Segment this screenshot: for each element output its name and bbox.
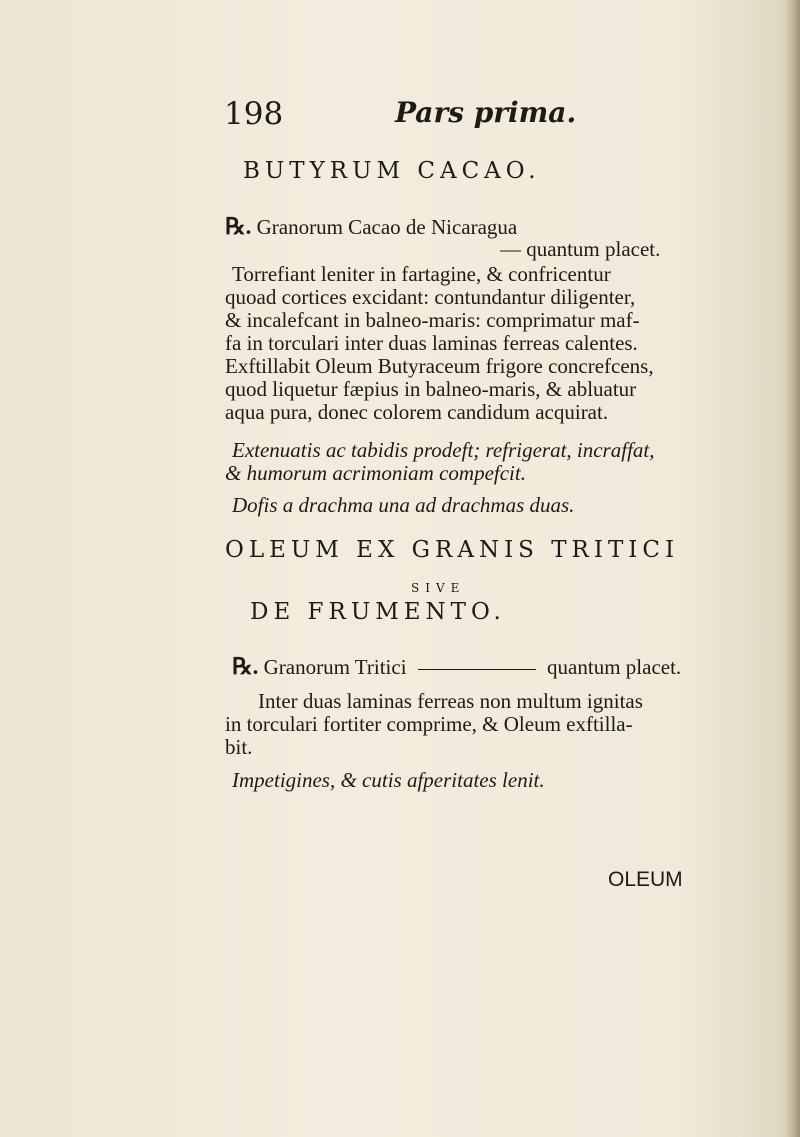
body-line: Exftillabit Oleum Butyraceum frigore concrefcens, <box>225 354 654 378</box>
virtues-line: Extenuatis ac tabidis prodeft; refrigerat, incraffat, <box>232 438 655 462</box>
recipe-symbol: ℞. <box>232 654 259 679</box>
recipe-quantity: — quantum placet. <box>500 237 661 261</box>
virtues-line: & humorum acrimoniam compefcit. <box>225 461 526 485</box>
body-line: Torrefiant leniter in fartagine, & confricentur <box>232 262 611 286</box>
section-title-butyrum-cacao: BUTYRUM CACAO. <box>243 158 541 184</box>
page-number: 198 <box>224 96 284 132</box>
section-title-oleum-tritici: OLEUM EX GRANIS TRITICI <box>225 537 680 563</box>
section-sive: SIVE <box>411 581 466 595</box>
virtues-line: Impetigines, & cutis afperitates lenit. <box>232 768 545 792</box>
body-line: in torculari fortiter comprime, & Oleum exftilla- <box>225 712 633 736</box>
recipe-ingredient: Granorum Cacao de Nicaragua <box>256 215 518 239</box>
recipe-line <box>232 656 681 678</box>
section-subtitle-de-frumento: DE FRUMENTO. <box>250 599 506 625</box>
recipe-quantity: quantum placet. <box>547 655 682 679</box>
running-header: Pars prima. <box>395 96 577 129</box>
catchword: OLEUM <box>608 868 683 891</box>
body-line: quod liquetur fæpius in balneo-maris, & abluatur <box>225 377 637 401</box>
recipe-line <box>225 216 517 238</box>
recipe-dash <box>418 669 536 670</box>
recipe-ingredient: Granorum Tritici <box>263 655 407 679</box>
body-line: quoad cortices excidant: contundantur diligenter, <box>225 285 636 309</box>
body-line: aqua pura, donec colorem candidum acquirat. <box>225 400 609 424</box>
dose-line: Dofis a drachma una ad drachmas duas. <box>232 493 575 517</box>
body-line: fa in torculari inter duas laminas ferreas calentes. <box>225 331 638 355</box>
body-line: bit. <box>225 735 253 759</box>
recipe-symbol: ℞. <box>225 214 252 239</box>
body-line: Inter duas laminas ferreas non multum ignitas <box>258 689 643 713</box>
body-line: & incalefcant in balneo-maris: comprimatur maf- <box>225 308 640 332</box>
page-edge-shadow <box>786 0 800 1137</box>
